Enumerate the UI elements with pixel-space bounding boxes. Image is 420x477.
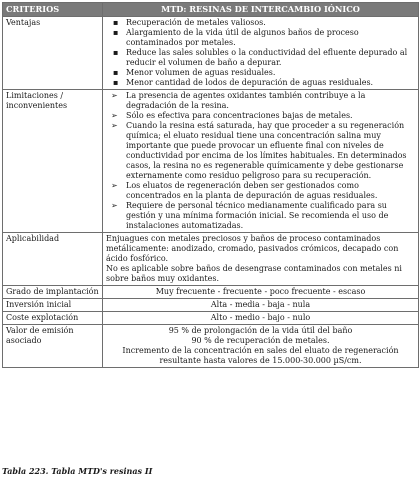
list-item: ▪ Menor volumen de aguas residuales.: [126, 68, 415, 78]
list-item: ➢ Sólo es efectiva para concentraciones bajas de metales.: [126, 111, 415, 121]
table-caption: Tabla 223. Tabla MTD's resinas II: [2, 466, 153, 476]
criterion-grado: Grado de implantación: [3, 286, 103, 299]
criterion-ventajas: Ventajas: [3, 17, 103, 90]
coste-value: Alto - medio - bajo - nulo: [103, 312, 419, 325]
row-valor: [3, 325, 419, 368]
ventajas-list: [106, 18, 415, 88]
valor-line-1: 95 % de prolongación de la vida útil del baño: [168, 326, 353, 335]
list-item: ▪ Reduce las sales solubles o la conductividad del efluente depurado al reducir el volumen de baño a depurar.: [126, 48, 415, 68]
criterion-coste: Coste explotación: [3, 312, 103, 325]
list-item: ▪ Alargamiento de la vida útil de algunos baños de proceso contaminados por metales.: [126, 28, 415, 48]
row-ventajas: [3, 17, 419, 90]
valor-line-2: 90 % de recuperación de metales.: [191, 336, 330, 345]
aplicabilidad-text-2: No es aplicable sobre baños de desengrase contaminados con metales ni sobre baños muy oxidantes.: [106, 264, 402, 283]
list-item: ▪ Recuperación de metales valiosos.: [126, 18, 415, 28]
row-inversion: [3, 299, 419, 312]
list-item: ➢ Los eluatos de regeneración deben ser gestionados como concentrados en la planta de depuración de aguas residuales.: [126, 181, 415, 201]
row-grado: [3, 286, 419, 299]
ventajas-content: [103, 17, 419, 90]
mtd-table: [2, 2, 419, 368]
valor-line-3: Incremento de la concentración en sales del eluato de regeneración resultante hasta valores de 15.000-30.000 µS/cm.: [122, 346, 399, 365]
criterion-aplicabilidad: Aplicabilidad: [3, 233, 103, 286]
row-limitaciones: [3, 90, 419, 233]
list-item: ▪ Menor cantidad de lodos de depuración de aguas residuales.: [126, 78, 415, 88]
header-criterios: CRITERIOS: [3, 3, 103, 17]
list-item: ➢ Requiere de personal técnico medianamente cualificado para su gestión y una mínima formación inicial. Se recomienda el uso de instalaciones automatizadas.: [126, 201, 415, 231]
inversion-value: Alta - media - baja - nula: [103, 299, 419, 312]
header-mtd: MTD: RESINAS DE INTERCAMBIO IÓNICO: [103, 3, 419, 17]
list-item: ➢ Cuando la resina está saturada, hay que proceder a su regeneración química; el eluato residual tiene una concentración salina muy importante que puede provocar un efluente final con niveles de conductividad por encima de los límites habituales. En determinados casos, la resina no es regenerable químicamente y debe gestionarse externamente como residuo peligroso para su recuperación.: [126, 121, 415, 181]
list-item: ➢ La presencia de agentes oxidantes también contribuye a la degradación de la resina.: [126, 91, 415, 111]
table-header-row: [3, 3, 419, 17]
grado-value: Muy frecuente - frecuente - poco frecuente - escaso: [103, 286, 419, 299]
criterion-valor: Valor de emisión asociado: [3, 325, 103, 368]
limitaciones-content: [103, 90, 419, 233]
aplicabilidad-text-1: Enjuagues con metales preciosos y baños de proceso contaminados metálicamente: anodizado, cromado, pasivados crómicos, decapado con ácido fosfórico.: [106, 234, 399, 263]
valor-content: [103, 325, 419, 368]
limitaciones-list: [106, 91, 415, 231]
criterion-limitaciones: Limitaciones / inconvenientes: [3, 90, 103, 233]
aplicabilidad-content: [103, 233, 419, 286]
row-aplicabilidad: [3, 233, 419, 286]
row-coste: [3, 312, 419, 325]
criterion-inversion: Inversión inicial: [3, 299, 103, 312]
